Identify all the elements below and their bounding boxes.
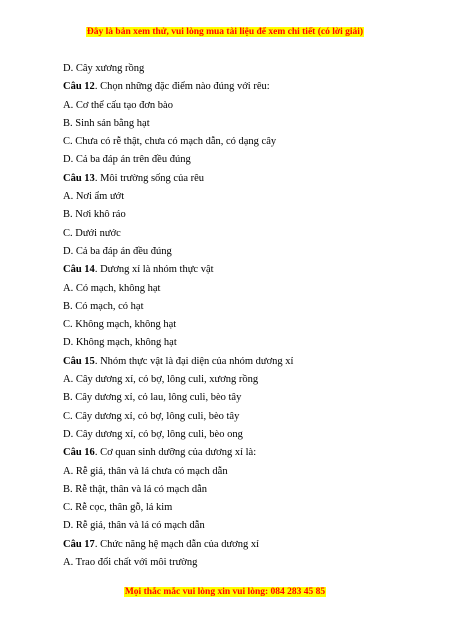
answer-option: A. Cơ thể cấu tạo đơn bào [63,99,173,111]
question-text: . Cơ quan sinh dưỡng của dương xỉ là: [94,447,257,459]
answer-option: B. Cây dương xỉ, cỏ lau, lông culi, bèo tây [63,392,242,404]
answer-option: C. Chưa có rễ thật, chưa có mạch dẫn, có dạng cây [63,136,277,148]
answer-option: A. Cây dương xỉ, cỏ bợ, lông culi, xương rồng [63,374,259,386]
answer-option: D. Cả ba đáp án đều đúng [63,245,172,257]
contact-text: Mọi thắc mắc vui lòng xin vui lòng: 084 283 45 85 [124,587,326,597]
question-line [63,261,403,279]
question-text: . Chọn những đặc điểm nào đúng với rêu: [94,81,270,93]
answer-option: D. Không mạch, không hạt [63,337,177,349]
question-line [63,353,403,371]
question-number: Câu 12 [63,81,95,93]
answer-option: D. Cây dương xỉ, cỏ bợ, lông culi, bèo ong [63,428,243,440]
question-text: . Nhóm thực vật là đại diện của nhóm dương xỉ [94,355,294,367]
question-text: . Môi trường sống của rêu [94,172,205,184]
question-list [63,60,403,572]
question-text: . Dương xỉ là nhóm thực vật [94,264,214,276]
answer-option: D. Rễ giả, thân và lá có mạch dẫn [63,520,205,532]
answer-option: B. Có mạch, có hạt [63,300,144,312]
answer-option: A. Rễ giả, thân và lá chưa có mạch dẫn [63,465,228,477]
answer-option: B. Nơi khô ráo [63,209,126,221]
question-number: Câu 16 [63,447,95,459]
answer-option: C. Dưới nước [63,227,121,239]
question-number: Câu 14 [63,264,95,276]
question-number: Câu 13 [63,172,95,184]
answer-option: A. Trao đổi chất với môi trường [63,557,198,569]
answer-option: C. Rễ cọc, thân gỗ, lá kim [63,502,173,514]
question-line [63,536,403,554]
contact-banner [0,586,450,598]
question-text: . Chức năng hệ mạch dẫn của dương xỉ [94,538,259,550]
answer-option: D. Cây xương rồng [63,63,145,74]
answer-option: D. Cả ba đáp án trên đều đúng [63,154,191,166]
preview-notice-banner [0,26,450,38]
answer-option: C. Không mạch, không hạt [63,319,177,331]
preview-notice-text: Đây là bản xem thử, vui lòng mua tài liệu để xem chi tiết (có lời giải) [86,27,364,37]
question-number: Câu 15 [63,355,95,367]
answer-option: B. Sinh sản bằng hạt [63,117,150,129]
question-line [63,170,403,188]
question-line [63,78,403,96]
answer-option: C. Cây dương xỉ, cỏ bợ, lông culi, bèo tây [63,410,240,422]
answer-option: A. Nơi ẩm ướt [63,191,125,203]
question-line [63,444,403,462]
question-number: Câu 17 [63,538,95,550]
answer-option: B. Rễ thật, thân và lá có mạch dẫn [63,483,208,495]
answer-option: A. Có mạch, không hạt [63,282,161,294]
